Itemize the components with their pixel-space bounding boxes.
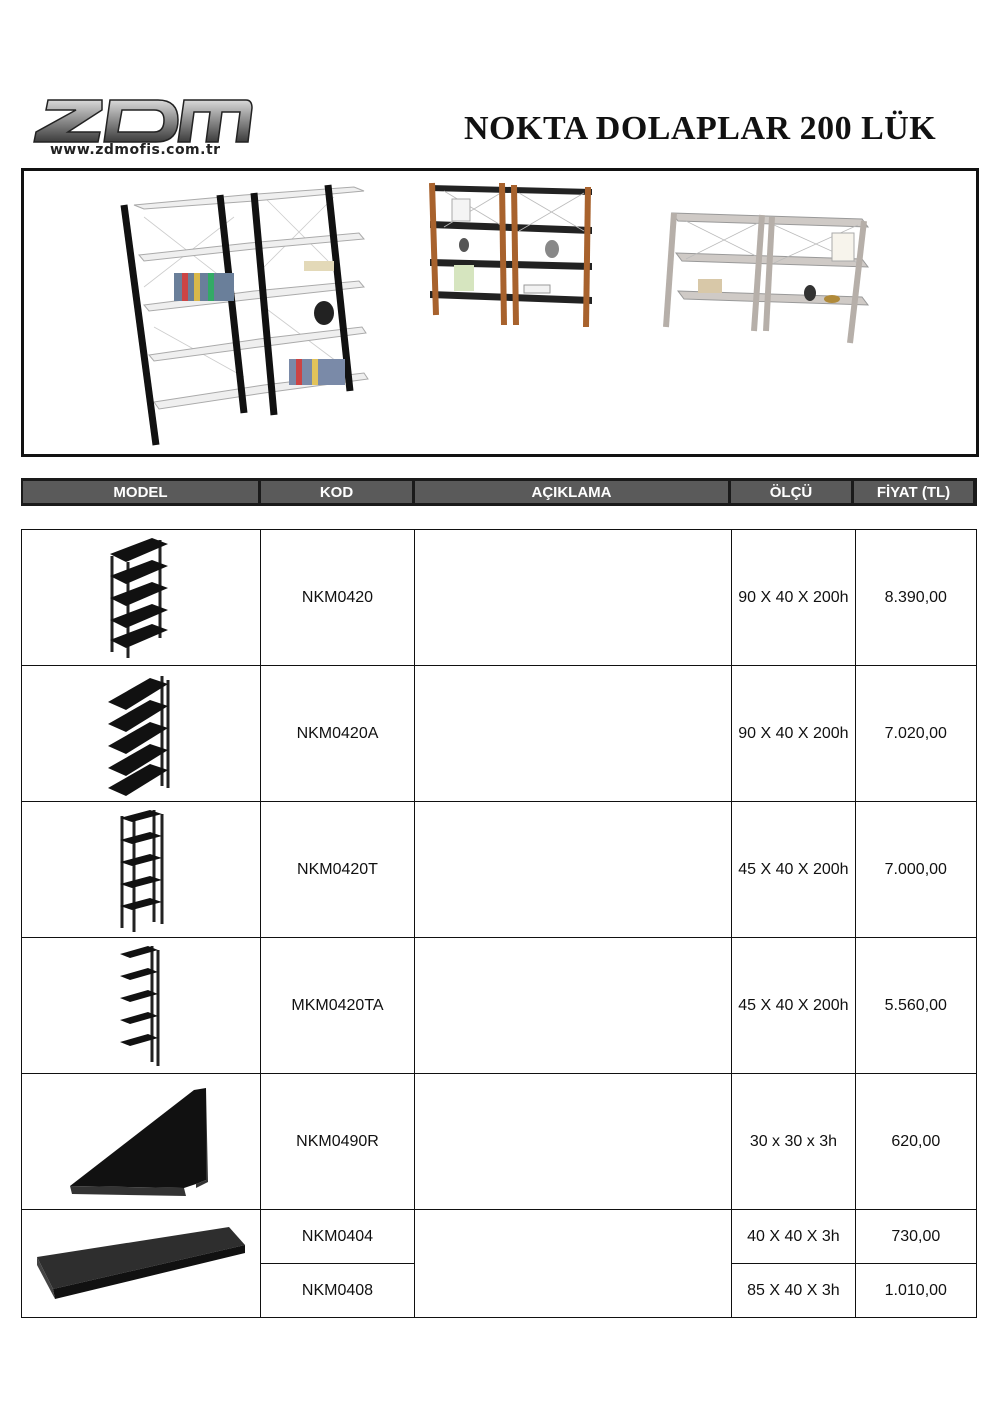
- bookshelf-wood-black-illustration: [424, 179, 599, 329]
- olcu-cell: 90 X 40 X 200h: [732, 530, 855, 666]
- table-row: [22, 530, 977, 666]
- column-header-olcu: ÖLÇÜ: [731, 481, 851, 503]
- olcu-cell: 45 X 40 X 200h: [732, 938, 855, 1074]
- olcu-cell: 85 X 40 X 3h: [732, 1264, 855, 1318]
- aciklama-cell: [415, 666, 732, 802]
- model-image-cell: [22, 1210, 261, 1318]
- column-header-kod: KOD: [261, 481, 412, 503]
- column-header-aciklama: AÇIKLAMA: [415, 481, 728, 503]
- olcu-cell: 30 x 30 x 3h: [732, 1074, 855, 1210]
- aciklama-cell: [415, 802, 732, 938]
- fiyat-cell: 620,00: [855, 1074, 976, 1210]
- fiyat-cell: 7.000,00: [855, 802, 976, 938]
- olcu-cell: 40 X 40 X 3h: [732, 1210, 855, 1264]
- kod-cell: NKM0420: [260, 530, 414, 666]
- kod-cell: NKM0408: [260, 1264, 414, 1318]
- fiyat-cell: 5.560,00: [855, 938, 976, 1074]
- model-image-cell: [22, 530, 261, 666]
- narrow-shelf-ladder-icon: [116, 942, 166, 1070]
- column-header-fiyat: FİYAT (TL): [854, 481, 973, 503]
- table-row: [22, 666, 977, 802]
- table-row: [22, 1074, 977, 1210]
- model-image-cell: [22, 938, 261, 1074]
- kod-cell: MKM0420TA: [260, 938, 414, 1074]
- fiyat-cell: 7.020,00: [855, 666, 976, 802]
- kod-cell: NKM0404: [260, 1210, 414, 1264]
- products-table: [21, 529, 977, 1318]
- zdm-logo-mark: [30, 96, 255, 146]
- bookshelf-black-white-illustration: [114, 177, 374, 447]
- table-row: [22, 1210, 977, 1264]
- narrow-shelf-icon: [116, 806, 166, 934]
- aciklama-cell: [415, 530, 732, 666]
- model-image-cell: [22, 666, 261, 802]
- table-row: [22, 802, 977, 938]
- fiyat-cell: 1.010,00: [855, 1264, 976, 1318]
- fiyat-cell: 730,00: [855, 1210, 976, 1264]
- kod-cell: NKM0420A: [260, 666, 414, 802]
- table-row: [22, 938, 977, 1074]
- bookshelf-grey-illustration: [662, 207, 882, 347]
- column-header-model: MODEL: [23, 481, 258, 503]
- brand-logo: [30, 96, 255, 162]
- kod-cell: NKM0420T: [260, 802, 414, 938]
- website-url[interactable]: www.zdmofis.com.tr: [50, 142, 221, 158]
- aciklama-cell: [415, 1074, 732, 1210]
- fiyat-cell: 8.390,00: [855, 530, 976, 666]
- model-image-cell: [22, 802, 261, 938]
- model-image-cell: [22, 1074, 261, 1210]
- flat-shelf-board-icon: [33, 1223, 249, 1305]
- aciklama-cell: [415, 938, 732, 1074]
- corner-shelf-icon: [66, 1084, 216, 1199]
- aciklama-cell: [415, 1210, 732, 1318]
- olcu-cell: 45 X 40 X 200h: [732, 802, 855, 938]
- table-header: [21, 478, 977, 506]
- kod-cell: NKM0490R: [260, 1074, 414, 1210]
- hero-product-image: [21, 168, 979, 457]
- tall-shelf-black-icon: [106, 534, 176, 662]
- page-title: NOKTA DOLAPLAR 200 LÜK: [464, 110, 937, 147]
- tall-shelf-ladder-icon: [106, 670, 176, 798]
- olcu-cell: 90 X 40 X 200h: [732, 666, 855, 802]
